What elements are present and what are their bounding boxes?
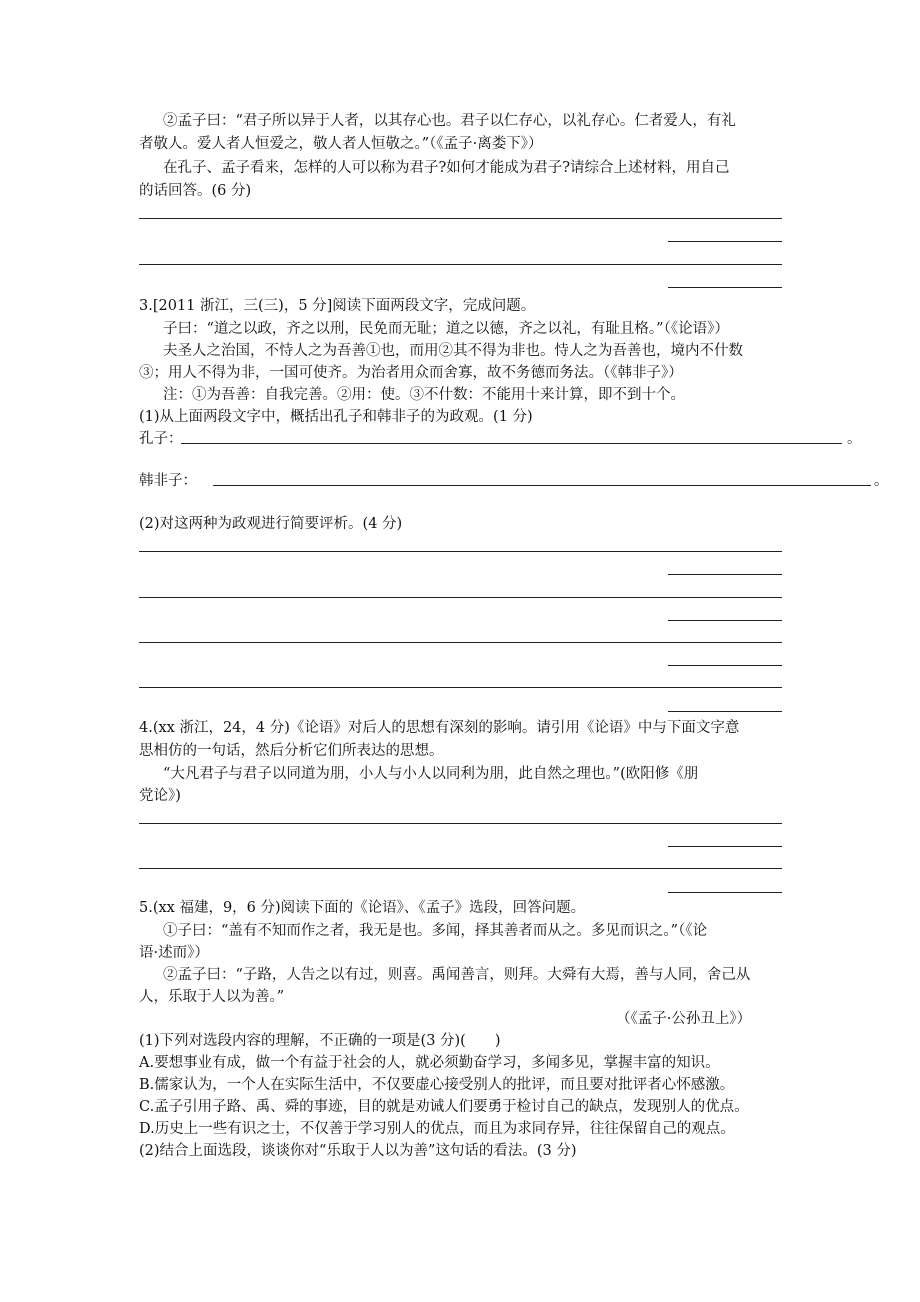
answer-line[interactable] bbox=[139, 868, 782, 869]
confucius-quote: 子曰：“道之以政，齐之以刑，民免而无耻；道之以德，齐之以礼，有耻且格。”（《论语》） bbox=[163, 321, 729, 337]
answer-line-short[interactable] bbox=[668, 892, 782, 893]
answer-line-short[interactable] bbox=[668, 287, 782, 288]
end-mark: 。 bbox=[874, 473, 889, 489]
lunyu-quote-line2: 语·述而》） bbox=[139, 945, 209, 961]
q4-line1: 4.(xx 浙江，24，4 分)《论语》对后人的思想有深刻的影响。请引用《论语》中与下面文字意 bbox=[139, 720, 740, 736]
ouyang-quote-line1: “大凡君子与君子以同道为朋，小人与小人以同利为朋，此自然之理也。”(欧阳修《朋 bbox=[163, 766, 699, 782]
hanfei-quote-line2: ③；用人不得为非，一国可使齐。为治者用众而舍寡，故不务德而务法。（《韩非子》） bbox=[139, 365, 683, 381]
label-kongzi: 孔子： bbox=[139, 431, 183, 447]
answer-line-short[interactable] bbox=[668, 620, 782, 621]
answer-line-short[interactable] bbox=[668, 574, 782, 575]
answer-line[interactable] bbox=[139, 642, 782, 643]
answer-line[interactable] bbox=[139, 687, 782, 688]
q2-question-line1: 在孔子、孟子看来，怎样的人可以称为君子?如何才能成为君子?请综合上述材料，用自己 bbox=[163, 160, 730, 176]
answer-line-short[interactable] bbox=[668, 241, 782, 242]
ouyang-quote-line2: 党论》) bbox=[139, 788, 181, 804]
answer-line-short[interactable] bbox=[668, 846, 782, 847]
answer-line[interactable] bbox=[139, 264, 782, 265]
mengzi-source: （《孟子·公孙丑上》） bbox=[616, 1011, 752, 1027]
mengzi-quote-line2: 人，乐取于人以为善。” bbox=[139, 989, 285, 1005]
option-c: C.孟子引用子路、禹、舜的事迹，目的就是劝诫人们要勇于检讨自己的缺点，发现别人的优点。 bbox=[139, 1099, 749, 1115]
answer-line-short[interactable] bbox=[668, 665, 782, 666]
q3-sub2: (2)对这两种为政观进行简要评析。(4 分) bbox=[139, 516, 403, 532]
mengzi-quote-line1: ②孟子曰：“子路，人告之以有过，则喜。禹闻善言，则拜。大舜有大焉，善与人同，舍己从 bbox=[163, 967, 751, 983]
option-a: A.要想事业有成，做一个有益于社会的人，就必须勤奋学习，多闻多见，掌握丰富的知识。 bbox=[139, 1055, 720, 1071]
q4-line2: 思相仿的一句话，然后分析它们所表达的思想。 bbox=[139, 743, 444, 759]
label-hanfeizi: 韩非子： bbox=[139, 473, 197, 489]
q2-question-line2: 的话回答。(6 分) bbox=[139, 183, 252, 199]
hanfei-quote-line1: 夫圣人之治国，不恃人之为吾善①也，而用②其不得为非也。恃人之为吾善也，境内不什数 bbox=[163, 343, 743, 359]
answer-line-short[interactable] bbox=[668, 711, 782, 712]
q5-sub2: (2)结合上面选段，谈谈你对“乐取于人以为善”这句话的看法。(3 分) bbox=[139, 1143, 577, 1159]
answer-line-kongzi[interactable] bbox=[181, 443, 842, 444]
option-b: B.儒家认为，一个人在实际生活中，不仅要虚心接受别人的批评，而且要对批评者心怀感激。 bbox=[139, 1077, 735, 1093]
q3-header: 3.[2011 浙江，三(三)，5 分]阅读下面两段文字，完成问题。 bbox=[139, 298, 536, 314]
q5-sub1: (1)下列对选段内容的理解，不正确的一项是(3 分)( ) bbox=[139, 1033, 501, 1049]
lunyu-quote-line1: ①子曰：“盖有不知而作之者，我无是也。多闻，择其善者而从之。多见而识之。”（《论 bbox=[163, 923, 708, 939]
q5-header: 5.(xx 福建，9，6 分)阅读下面的《论语》、《孟子》选段，回答问题。 bbox=[139, 900, 586, 916]
q3-sub1: (1)从上面两段文字中，概括出孔子和韩非子的为政观。(1 分) bbox=[139, 409, 533, 425]
q3-notes: 注：①为吾善：自我完善。②用：使。③不什数：不能用十来计算，即不到十个。 bbox=[163, 387, 685, 403]
answer-line-hanfeizi[interactable] bbox=[213, 485, 871, 486]
mencius-quote-line1: ②孟子曰：“君子所以异于人者，以其存心也。君子以仁存心，以礼存心。仁者爱人，有礼 bbox=[163, 113, 736, 129]
mencius-quote-line2: 者敬人。爱人者人恒爱之，敬人者人恒敬之。”（《孟子·离娄下》） bbox=[139, 136, 543, 152]
answer-line[interactable] bbox=[139, 218, 782, 219]
end-mark: 。 bbox=[847, 431, 862, 447]
answer-line[interactable] bbox=[139, 823, 782, 824]
option-d: D.历史上一些有识之士，不仅善于学习别人的优点，而且为求同存异，往往保留自己的观点。 bbox=[139, 1121, 735, 1137]
answer-line[interactable] bbox=[139, 597, 782, 598]
answer-line[interactable] bbox=[139, 551, 782, 552]
